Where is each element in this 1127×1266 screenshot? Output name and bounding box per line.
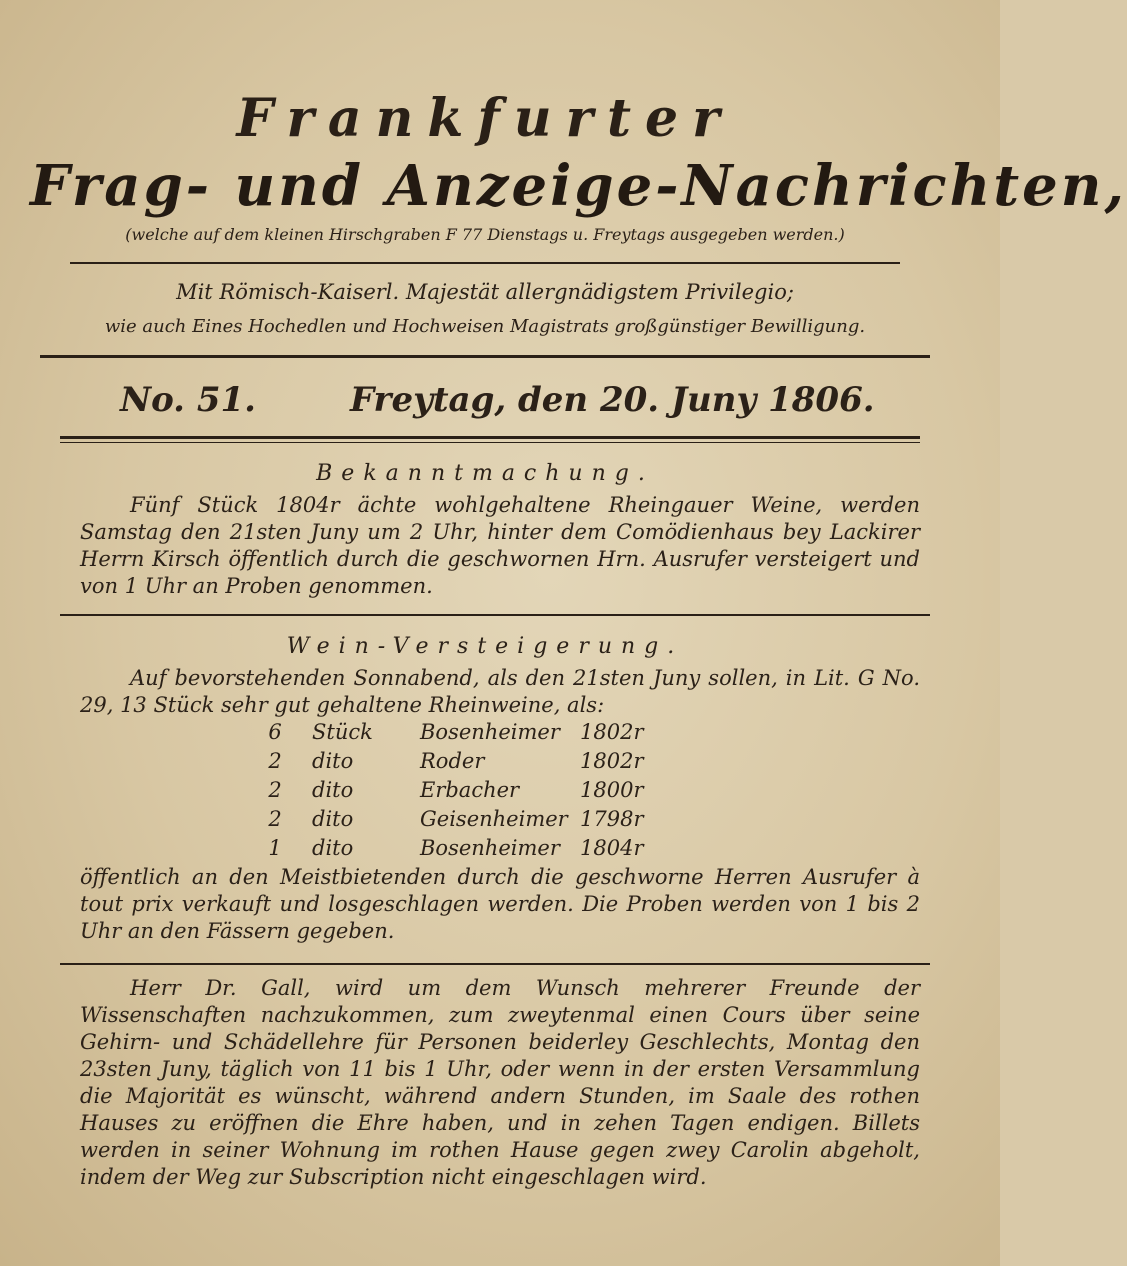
- notice-2-outro: öffentlich an den Meistbietenden durch die geschworne Herren Ausrufer à tout prix verkauft und losgeschlagen werden. Die Proben werden von 1 bis 2 Uhr an den Fässern gegeben.: [80, 865, 920, 943]
- wine-unit: Stück: [312, 720, 373, 744]
- wine-unit: dito: [312, 807, 354, 831]
- wine-list: [250, 719, 643, 864]
- notice-1-text: [80, 492, 920, 600]
- notice-1-title: Bekanntmachung.: [316, 461, 654, 486]
- wine-year: 1804r: [580, 836, 644, 860]
- issue-rule: [60, 436, 920, 443]
- notice-3-body: Herr Dr. Gall, wird um dem Wunsch mehrerer Freunde der Wissenschaften nachzukommen, zum zweytenmal einen Cours über seine Gehirn- und Schädellehre für Personen beiderley Geschlechts, Montag den 23sten Juny, täglich von 11 bis 1 Uhr, oder wenn in der ersten Versammlung die Majorität es wünscht, während andern Stunden, im Saale des rothen Hauses zu eröffnen die Ehre haben, und in zehen Tagen endigen. Billets werden in seiner Wohnung im rothen Hause gegen zwey Carolin abgeholt, indem der Weg zur Subscription nicht eingeschlagen wird.: [80, 976, 920, 1189]
- wine-year: 1802r: [580, 749, 644, 773]
- notice-3-text: [80, 975, 920, 1191]
- wine-row: [250, 748, 643, 777]
- separator-1: [60, 614, 930, 616]
- wine-qty: 2: [268, 749, 282, 773]
- notice-2-intro: [80, 665, 920, 719]
- notice-2-title: Wein-Versteigerung.: [286, 634, 684, 659]
- masthead-title-top: Frankfurter: [236, 88, 734, 149]
- privilege-line-1: Mit Römisch-Kaiserl. Majestät allergnädigstem Privilegio;: [176, 280, 794, 304]
- wine-unit: dito: [312, 836, 354, 860]
- wine-qty: 1: [268, 836, 282, 860]
- wine-name: Erbacher: [420, 778, 520, 802]
- wine-qty: 2: [268, 778, 282, 802]
- masthead-rule: [70, 262, 900, 264]
- masthead-subtitle: (welche auf dem kleinen Hirschgraben F 77 Dienstags u. Freytags ausgegeben werden.): [125, 225, 845, 244]
- wine-year: 1800r: [580, 778, 644, 802]
- wine-row: [250, 719, 643, 748]
- wine-name: Bosenheimer: [420, 720, 560, 744]
- wine-row: [250, 777, 643, 806]
- issue-line: [120, 380, 940, 420]
- notice-1-body: Fünf Stück 1804r ächte wohlgehaltene Rheingauer Weine, werden Samstag den 21sten Juny um 2 Uhr, hinter dem Comödienhaus bey Lackirer Herrn Kirsch öffentlich durch die geschwornen Hrn. Ausrufer versteigert und von 1 Uhr an Proben genommen.: [80, 493, 920, 598]
- issue-date: Freytag, den 20. Juny 1806.: [350, 380, 875, 420]
- wine-year: 1798r: [580, 807, 644, 831]
- wine-name: Bosenheimer: [420, 836, 560, 860]
- issue-number: No. 51.: [120, 380, 256, 420]
- separator-2: [60, 963, 930, 965]
- wine-row: [250, 806, 643, 835]
- privilege-rule: [40, 355, 930, 358]
- masthead-title-main: Frag- und Anzeige-Nachrichten,: [30, 153, 1127, 219]
- wine-row: [250, 835, 643, 864]
- wine-name: Geisenheimer: [420, 807, 568, 831]
- wine-unit: dito: [312, 749, 354, 773]
- wine-year: 1802r: [580, 720, 644, 744]
- wine-unit: dito: [312, 778, 354, 802]
- wine-qty: 2: [268, 807, 282, 831]
- privilege-line-2: wie auch Eines Hochedlen und Hochweisen Magistrats großgünstiger Bewilligung.: [104, 316, 866, 337]
- notice-2-intro-text: Auf bevorstehenden Sonnabend, als den 21sten Juny sollen, in Lit. G No. 29, 13 Stück sehr gut gehaltene Rheinweine, als:: [80, 666, 920, 717]
- wine-qty: 6: [268, 720, 282, 744]
- wine-name: Roder: [420, 749, 485, 773]
